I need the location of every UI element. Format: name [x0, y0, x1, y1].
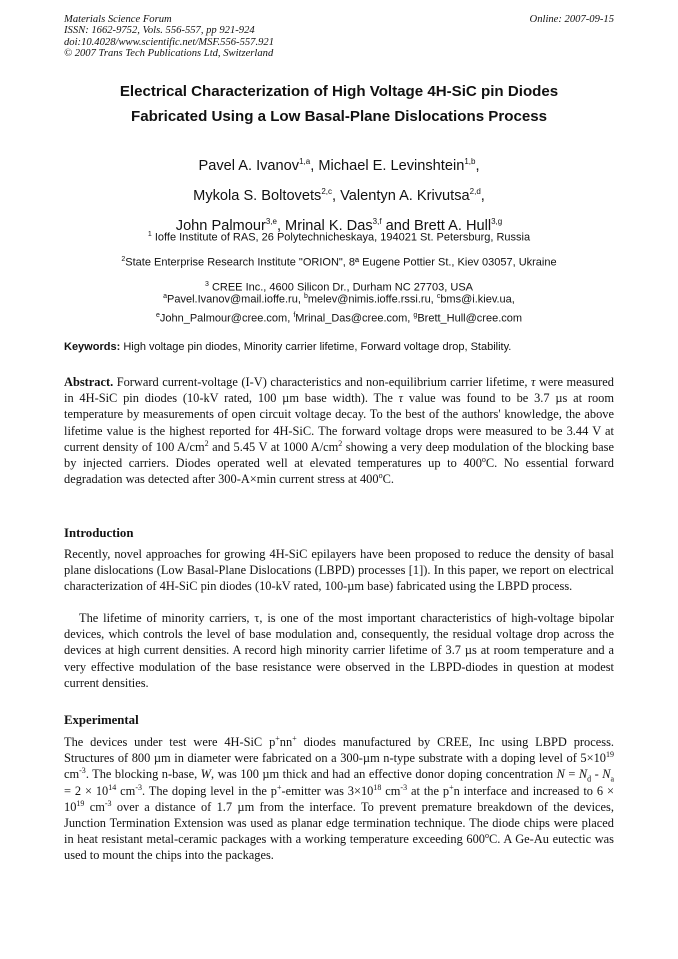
- affil-text: Ioffe Institute of RAS, 26 Polytechnicheskaya, 194021 St. Petersburg, Russia: [154, 231, 531, 244]
- exp-text: , was 100 µm thick and had an effective donor doping concentration: [211, 767, 557, 782]
- subscript: d: [587, 774, 592, 784]
- author-affil-sup: 3,f: [372, 216, 382, 226]
- author-name: Mykola S. Boltovets: [193, 187, 322, 204]
- affil-number: 3: [204, 281, 209, 289]
- exp-text: cm: [84, 799, 105, 814]
- exp-text: cm: [64, 767, 80, 782]
- tau-symbol: τ: [531, 375, 536, 389]
- superscript: 18: [373, 782, 382, 792]
- superscript: o: [378, 471, 383, 481]
- exp-text: = 2 × 10: [64, 783, 109, 798]
- symbol-N: N: [556, 767, 565, 782]
- superscript: +: [276, 782, 282, 792]
- symbol-W: W: [200, 767, 211, 782]
- email-link[interactable]: bms@i.kiev.ua,: [440, 293, 515, 306]
- superscript: +: [449, 782, 454, 792]
- email-sup: b: [303, 293, 308, 300]
- author-emails: [40, 289, 638, 327]
- journal-name: Materials Science Forum: [64, 14, 172, 25]
- affil-number: 2: [121, 256, 126, 264]
- experimental-paragraph: [64, 734, 614, 864]
- email-sup: c: [436, 293, 441, 300]
- exp-text: C. A Ge-Au eutectic was used to mount the chips into the packages.: [64, 832, 614, 863]
- author-affil-sup: 2,c: [321, 186, 332, 196]
- superscript: 19: [606, 750, 614, 760]
- author-affil-sup: 1,a: [299, 157, 311, 166]
- superscript: 14: [108, 782, 117, 792]
- superscript: -3: [135, 782, 142, 792]
- exp-text: cm: [116, 783, 136, 798]
- email-link[interactable]: John_Palmour@cree.com,: [159, 312, 291, 325]
- exp-text: -: [591, 767, 603, 782]
- abstract-text: Forward current-voltage (I-V) characteristics and non-equilibrium carrier lifetime,: [116, 375, 532, 389]
- tau-symbol: τ: [398, 391, 404, 406]
- author-name: Brett A. Hull: [414, 217, 492, 234]
- email-sup: e: [155, 312, 160, 320]
- superscript: o: [481, 454, 486, 464]
- superscript: +: [275, 733, 280, 743]
- journal-header: [64, 14, 274, 60]
- exp-text: =: [564, 767, 579, 782]
- superscript: -3: [79, 766, 86, 776]
- online-date: Online: 2007-09-15: [529, 14, 614, 25]
- exp-text: . The blocking n-base,: [85, 767, 201, 782]
- author-name: John Palmour: [175, 217, 266, 234]
- exp-text: -emitter was 3×10: [281, 783, 374, 798]
- superscript: +: [292, 733, 297, 743]
- email-sup: a: [163, 293, 168, 300]
- author-affil-sup: 3,g: [491, 216, 503, 226]
- author-conjunction: and: [385, 217, 410, 234]
- exp-text: n interface and increased to 6 × 10: [64, 783, 614, 814]
- email-link[interactable]: Mrinal_Das@cree.com,: [295, 312, 411, 325]
- email-link[interactable]: Brett_Hull@cree.com: [417, 312, 523, 325]
- exp-text: nn: [279, 735, 293, 749]
- symbol-Nd: N: [578, 767, 588, 782]
- introduction-paragraph-1: Recently, novel approaches for growing 4H-SiC epilayers have been proposed to reduce the density of basal plane dislocations (Low Basal-Plane Dislocations (LBPD) processes [1]). In this paper, we report on electrical characterization of 4H-SiC pin diodes (10-kV rated, 100-µm base) fabricated using the LBPD process.: [64, 547, 614, 594]
- introduction-heading: Introduction: [64, 526, 134, 540]
- abstract-text: were measured in 4H-SiC pin diodes (10-kV rated, 100 µm base width). The: [64, 375, 614, 406]
- abstract-text: and 5.45 V at 1000 A/cm: [208, 439, 339, 454]
- superscript: -3: [400, 782, 408, 792]
- author-name: Michael E. Levinshtein: [318, 157, 465, 174]
- email-sup: f: [293, 312, 296, 320]
- abstract-text: C.: [382, 472, 394, 487]
- abstract-text: showing a very deep modulation of the blocking base by injected carriers. Diodes operated well at elevated temperatures up to 400: [64, 439, 614, 471]
- title-line-1: Electrical Characterization of High Voltage 4H-SiC pin Diodes: [119, 83, 559, 100]
- affil-text: CREE Inc., 4600 Silicon Dr., Durham NC 27703, USA: [211, 281, 474, 294]
- email-sup: g: [413, 312, 418, 320]
- email-link[interactable]: Pavel.Ivanov@mail.ioffe.ru,: [167, 293, 301, 306]
- keywords-line: [64, 339, 614, 355]
- superscript: 2: [204, 438, 209, 448]
- authors-line-1: Pavel A. Ivanov$^{1,a}$, Michael E. Levinshtein$^{1,b}$,: [198, 157, 480, 174]
- superscript: o: [485, 831, 489, 841]
- affiliation-1: [40, 224, 638, 249]
- author-affil-sup: 3,e: [265, 216, 277, 226]
- abstract-text: C. No essential forward degradation was detected after 300-A×min current stress at 400: [64, 456, 614, 487]
- exp-text: . The doping level in the p: [141, 783, 277, 798]
- superscript: -3: [104, 798, 112, 808]
- author-affil-sup: 2,d: [469, 186, 481, 196]
- superscript: 2: [338, 438, 343, 448]
- emails-line-1: [40, 289, 638, 308]
- exp-text: cm: [381, 783, 401, 798]
- keywords-label: Keywords:: [64, 341, 121, 353]
- introduction-paragraph-2: The lifetime of minority carriers, τ, is one of the most important characteristics of high-voltage bipolar devices, which controls the level of base modulation and, consequently, the residual voltage drop across the devices at high current densities. A record high minority carrier lifetime of 3.7 µs at room temperature and a very effective modulation of the base resistance were observed in the LBPD-diodes in question at modest current densities.: [64, 611, 614, 690]
- experimental-heading: Experimental: [64, 713, 139, 727]
- authors-line-3: John Palmour$^{3,e}$, Mrinal K. Das$^{3,f}$ and Brett A. Hull$^{3,g}$: [175, 216, 503, 234]
- issn-line: ISSN: 1662-9752, Vols. 556-557, pp 921-924: [64, 25, 255, 37]
- abstract-paragraph: [64, 374, 614, 487]
- authors-line-2: Mykola S. Boltovets$^{2,c}$, Valentyn A. Krivutsa$^{2,d}$,: [193, 186, 485, 204]
- symbol-Na: N: [602, 767, 611, 782]
- author-affil-sup: 1,b: [464, 157, 476, 166]
- abstract-text: value was found to be 3.7 µs at room temperature by measurements of open circuit voltage decay. To the best of the authors' knowledge, the above lifetime value is the highest reported for 4H-SiC. The forward voltage drops were measured to be 3.44 V at current density of 100 A/cm: [64, 391, 614, 454]
- exp-text: at the p: [407, 783, 450, 798]
- author-name: Mrinal K. Das: [285, 217, 373, 234]
- email-link[interactable]: melev@nimis.ioffe.rssi.ru,: [307, 293, 434, 306]
- keywords-text: High voltage pin diodes, Minority carrier lifetime, Forward voltage drop, Stability.: [123, 341, 512, 353]
- exp-text: The devices under test were 4H-SiC p: [64, 735, 276, 749]
- exp-text: over a distance of 1.7 µm from the interface. To prevent premature breakdown of the devices, Junction Termination Extension was used as planar edge termination technique. The diode chips were placed in heat resistant metal-ceramic packages with a working temperature exceeding 600: [64, 799, 614, 847]
- author-name: Pavel A. Ivanov: [198, 157, 300, 174]
- copyright-line: © 2007 Trans Tech Publications Ltd, Switzerland: [64, 48, 274, 60]
- author-name: Valentyn A. Krivutsa: [340, 187, 470, 204]
- title-line-2: Fabricated Using a Low Basal-Plane Dislocations Process: [130, 108, 548, 125]
- paper-title: [40, 79, 638, 129]
- emails-line-2: [40, 308, 638, 327]
- doi-line: doi:10.4028/www.scientific.net/MSF.556-557.921: [64, 36, 274, 48]
- exp-text: diodes manufactured by CREE, Inc using LBPD process. Structures of 800 µm in diameter were fabricated on a 300-µm n-type substrate with a doping level of 5×10: [64, 735, 614, 766]
- superscript: 19: [76, 798, 85, 808]
- affiliation-2: [40, 249, 638, 274]
- abstract-label: Abstract.: [64, 375, 114, 389]
- affil-text: State Enterprise Research Institute "ORION", 8ª Eugene Pottier St., Kiev 03057, Ukraine: [125, 256, 557, 269]
- subscript: a: [610, 774, 615, 784]
- affil-number: 1: [147, 231, 152, 238]
